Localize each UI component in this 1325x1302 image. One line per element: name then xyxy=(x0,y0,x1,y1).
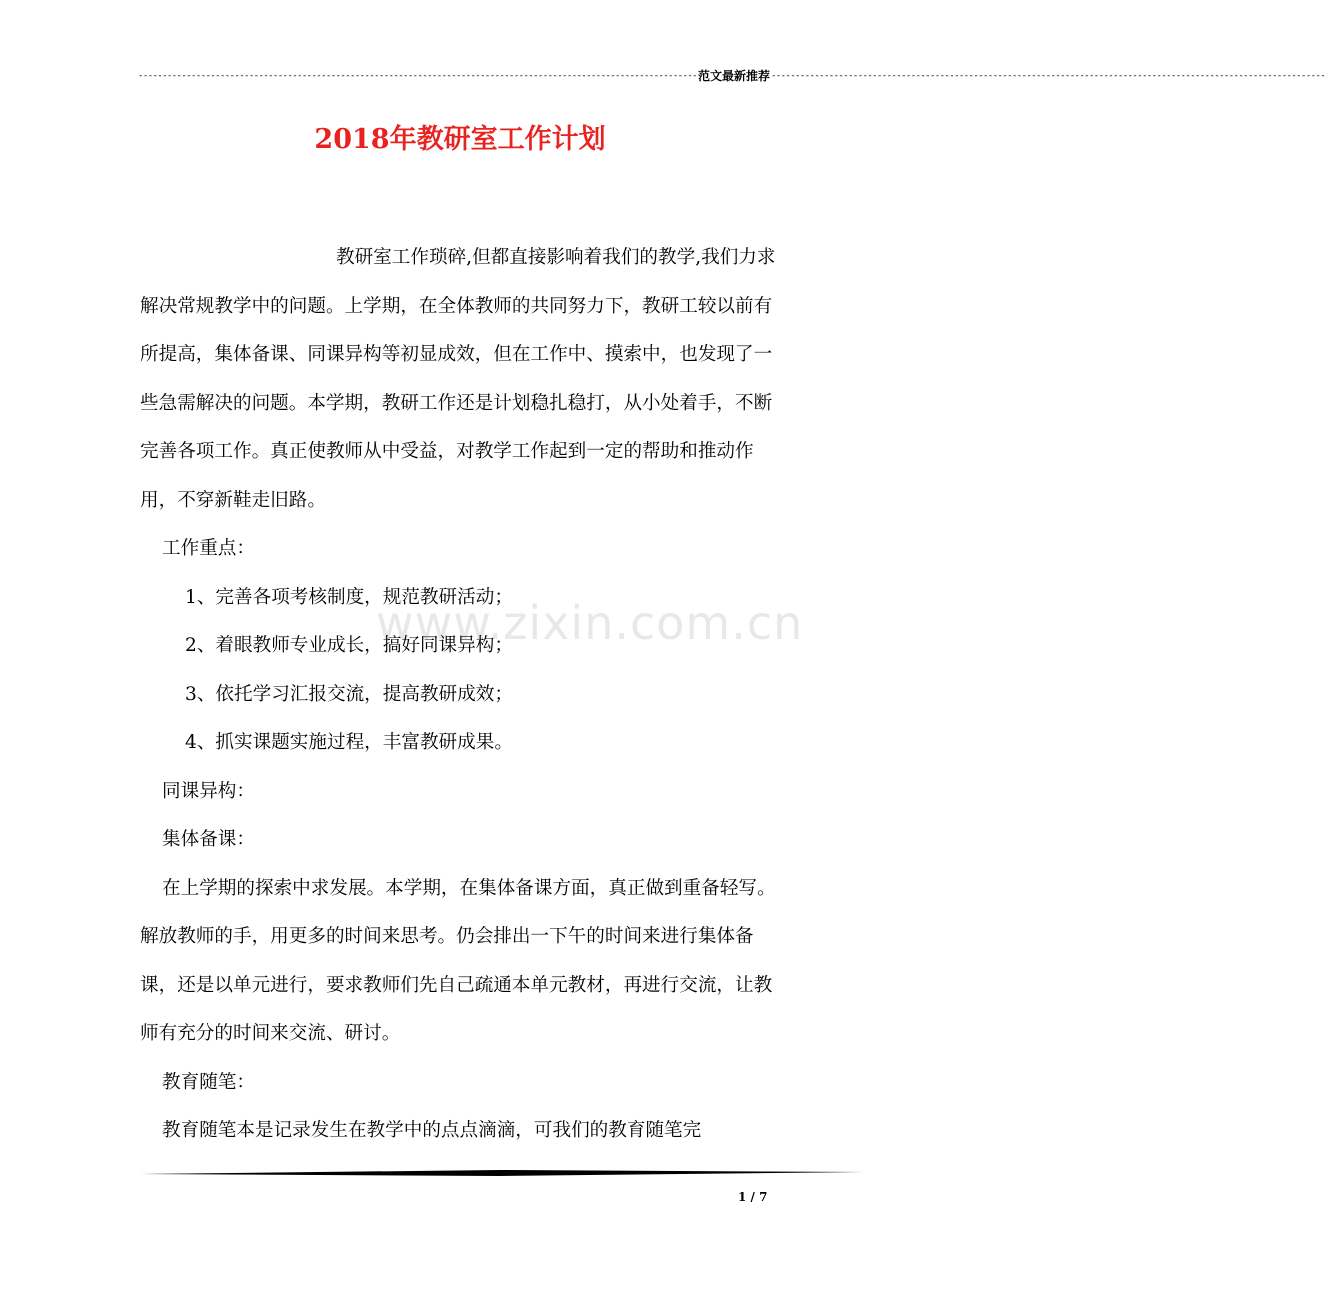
page-header xyxy=(138,66,1325,86)
page-number: 1 / 7 xyxy=(738,1190,768,1204)
intro-paragraph: 教研室工作琐碎,但都直接影响着我们的教学,我们力求解决常规教学中的问题。上学期，在全体教师的共同努力下，教研工较以前有所提高，集体备课、同课异构等初显成效，但在工作中、摸索中，也发现了一些急需解决的问题。本学期，教研工作还是计划稳扎稳打，从小处着手，不断完善各项工作。真正使教师从中受益，对教学工作起到一定的帮助和推动作用，不穿新鞋走旧路。 xyxy=(140,247,776,511)
footer-rule xyxy=(140,1170,864,1176)
header-rule-left: -------------------------------------------------------------------------------------------------------------------- xyxy=(138,71,697,81)
focus-item-4: 4、抓实课题实施过程，丰富教研成果。 xyxy=(185,732,513,753)
document-title: 2018年教研室工作计划 xyxy=(314,124,606,155)
focus-heading: 工作重点： xyxy=(162,538,255,559)
header-label: 范文最新推荐 xyxy=(697,69,770,83)
jiti-paragraph: 在上学期的探索中求发展。本学期，在集体备课方面，真正做到重备轻写。解放教师的手，用更多的时间来思考。仍会排出一下午的时间来进行集体备课，还是以单元进行，要求教师们先自己疏通本单元教材，再进行交流，让教师有充分的时间来交流、研讨。 xyxy=(140,877,776,1044)
watermark: www.zixin.com.cn xyxy=(376,596,804,650)
focus-item-2: 2、着眼教师专业成长，搞好同课异构； xyxy=(185,635,513,656)
suibi-paragraph: 教育随笔本是记录发生在教学中的点点滴滴，可我们的教育随笔完 xyxy=(162,1120,702,1141)
heading-jiti: 集体备课： xyxy=(162,829,255,850)
focus-item-3: 3、依托学习汇报交流，提高教研成效； xyxy=(185,683,513,705)
header-rule-right: ------------------------------------------------------------------------------------------------------------------- xyxy=(770,71,1325,81)
focus-item-1: 1、完善各项考核制度，规范教研活动； xyxy=(185,586,513,608)
heading-tongke: 同课异构： xyxy=(162,780,255,802)
heading-suibi: 教育随笔： xyxy=(162,1071,255,1093)
document-body xyxy=(140,234,788,1156)
